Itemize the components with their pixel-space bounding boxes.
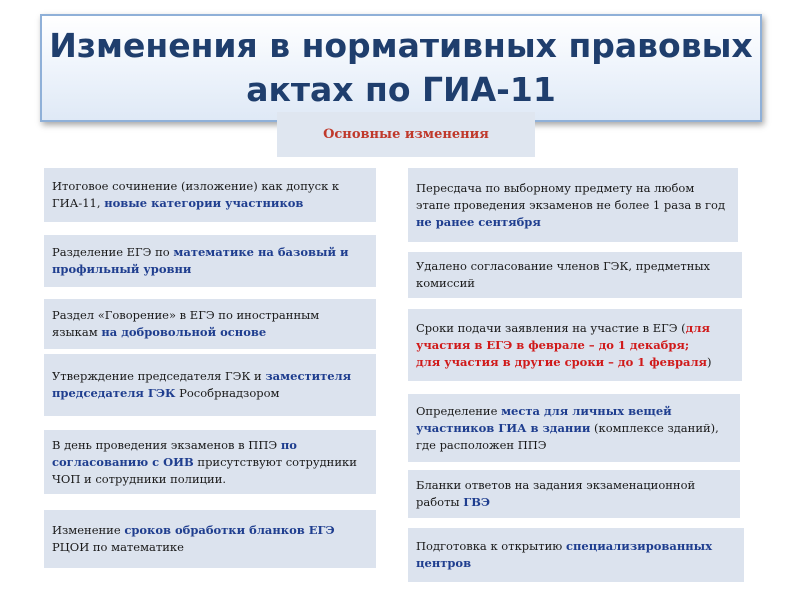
card-highlight: места для личных вещей участников ГИА в здании bbox=[416, 403, 672, 435]
card-highlight: специализированных центров bbox=[416, 539, 713, 570]
card-red-highlight: для участия в другие сроки – до 1 февраля bbox=[416, 354, 708, 369]
right-card-1 bbox=[408, 168, 738, 242]
card-highlight: по согласованию с ОИВ bbox=[52, 437, 297, 469]
left-card-4 bbox=[44, 354, 376, 416]
card-text: В день проведения экзаменов в ППЭ bbox=[52, 437, 281, 452]
page-title bbox=[49, 24, 752, 112]
card-text: присутствуют сотрудники ЧОП и сотрудники полиции. bbox=[52, 454, 357, 486]
left-card-5 bbox=[44, 430, 376, 494]
card-text: Пересдача по выборному предмету на любом этапе проведения экзаменов не более 1 раза в год bbox=[416, 180, 726, 212]
left-card-1 bbox=[44, 168, 376, 222]
title-line-1: Изменения в нормативных правовых bbox=[49, 26, 753, 65]
card-text: Итоговое сочинение (изложение) как допуск к ГИА-11, bbox=[52, 179, 340, 210]
card-text: Рособрнадзором bbox=[175, 386, 280, 400]
card-text: Утверждение председателя ГЭК и bbox=[52, 369, 266, 383]
right-card-4 bbox=[408, 394, 740, 462]
card-text: Определение bbox=[416, 403, 502, 418]
section-subtitle: Основные изменения bbox=[277, 112, 535, 157]
right-card-5 bbox=[408, 470, 740, 518]
card-text: Бланки ответов на задания экзаменационной работы bbox=[416, 478, 696, 509]
card-highlight: новые категории участников bbox=[104, 196, 304, 210]
card-text: Разделение ЕГЭ по bbox=[52, 245, 174, 259]
card-highlight: математике на базовый и профильный уровни bbox=[52, 245, 349, 276]
left-card-6 bbox=[44, 510, 376, 568]
card-highlight: заместителя председателя ГЭК bbox=[52, 369, 352, 400]
title-line-2: актах по ГИА-11 bbox=[246, 70, 556, 109]
card-text: Подготовка к открытию bbox=[416, 539, 566, 553]
card-text: РЦОИ по математике bbox=[52, 540, 184, 554]
card-red-highlight: для участия в ЕГЭ в феврале – до 1 декабря; bbox=[416, 320, 710, 352]
left-card-3 bbox=[44, 299, 376, 349]
card-highlight: сроков обработки бланков ЕГЭ bbox=[124, 523, 335, 537]
right-card-3 bbox=[408, 309, 742, 381]
card-text: ) bbox=[707, 354, 712, 369]
card-text: (комплексе зданий), где расположен ППЭ bbox=[416, 420, 719, 452]
card-highlight: на добровольной основе bbox=[101, 325, 267, 339]
card-text: Удалено согласование членов ГЭК, предметных комиссий bbox=[416, 259, 711, 290]
card-highlight: ГВЭ bbox=[463, 495, 491, 509]
right-card-2 bbox=[408, 252, 742, 298]
left-card-2 bbox=[44, 235, 376, 287]
card-highlight: не ранее сентября bbox=[416, 214, 541, 229]
right-card-6 bbox=[408, 528, 744, 582]
card-text: Изменение bbox=[52, 523, 125, 537]
card-text: Раздел «Говорение» в ЕГЭ по иностранным языкам bbox=[52, 308, 320, 339]
card-text: Сроки подачи заявления на участие в ЕГЭ ( bbox=[416, 320, 686, 335]
title-banner bbox=[40, 14, 762, 122]
